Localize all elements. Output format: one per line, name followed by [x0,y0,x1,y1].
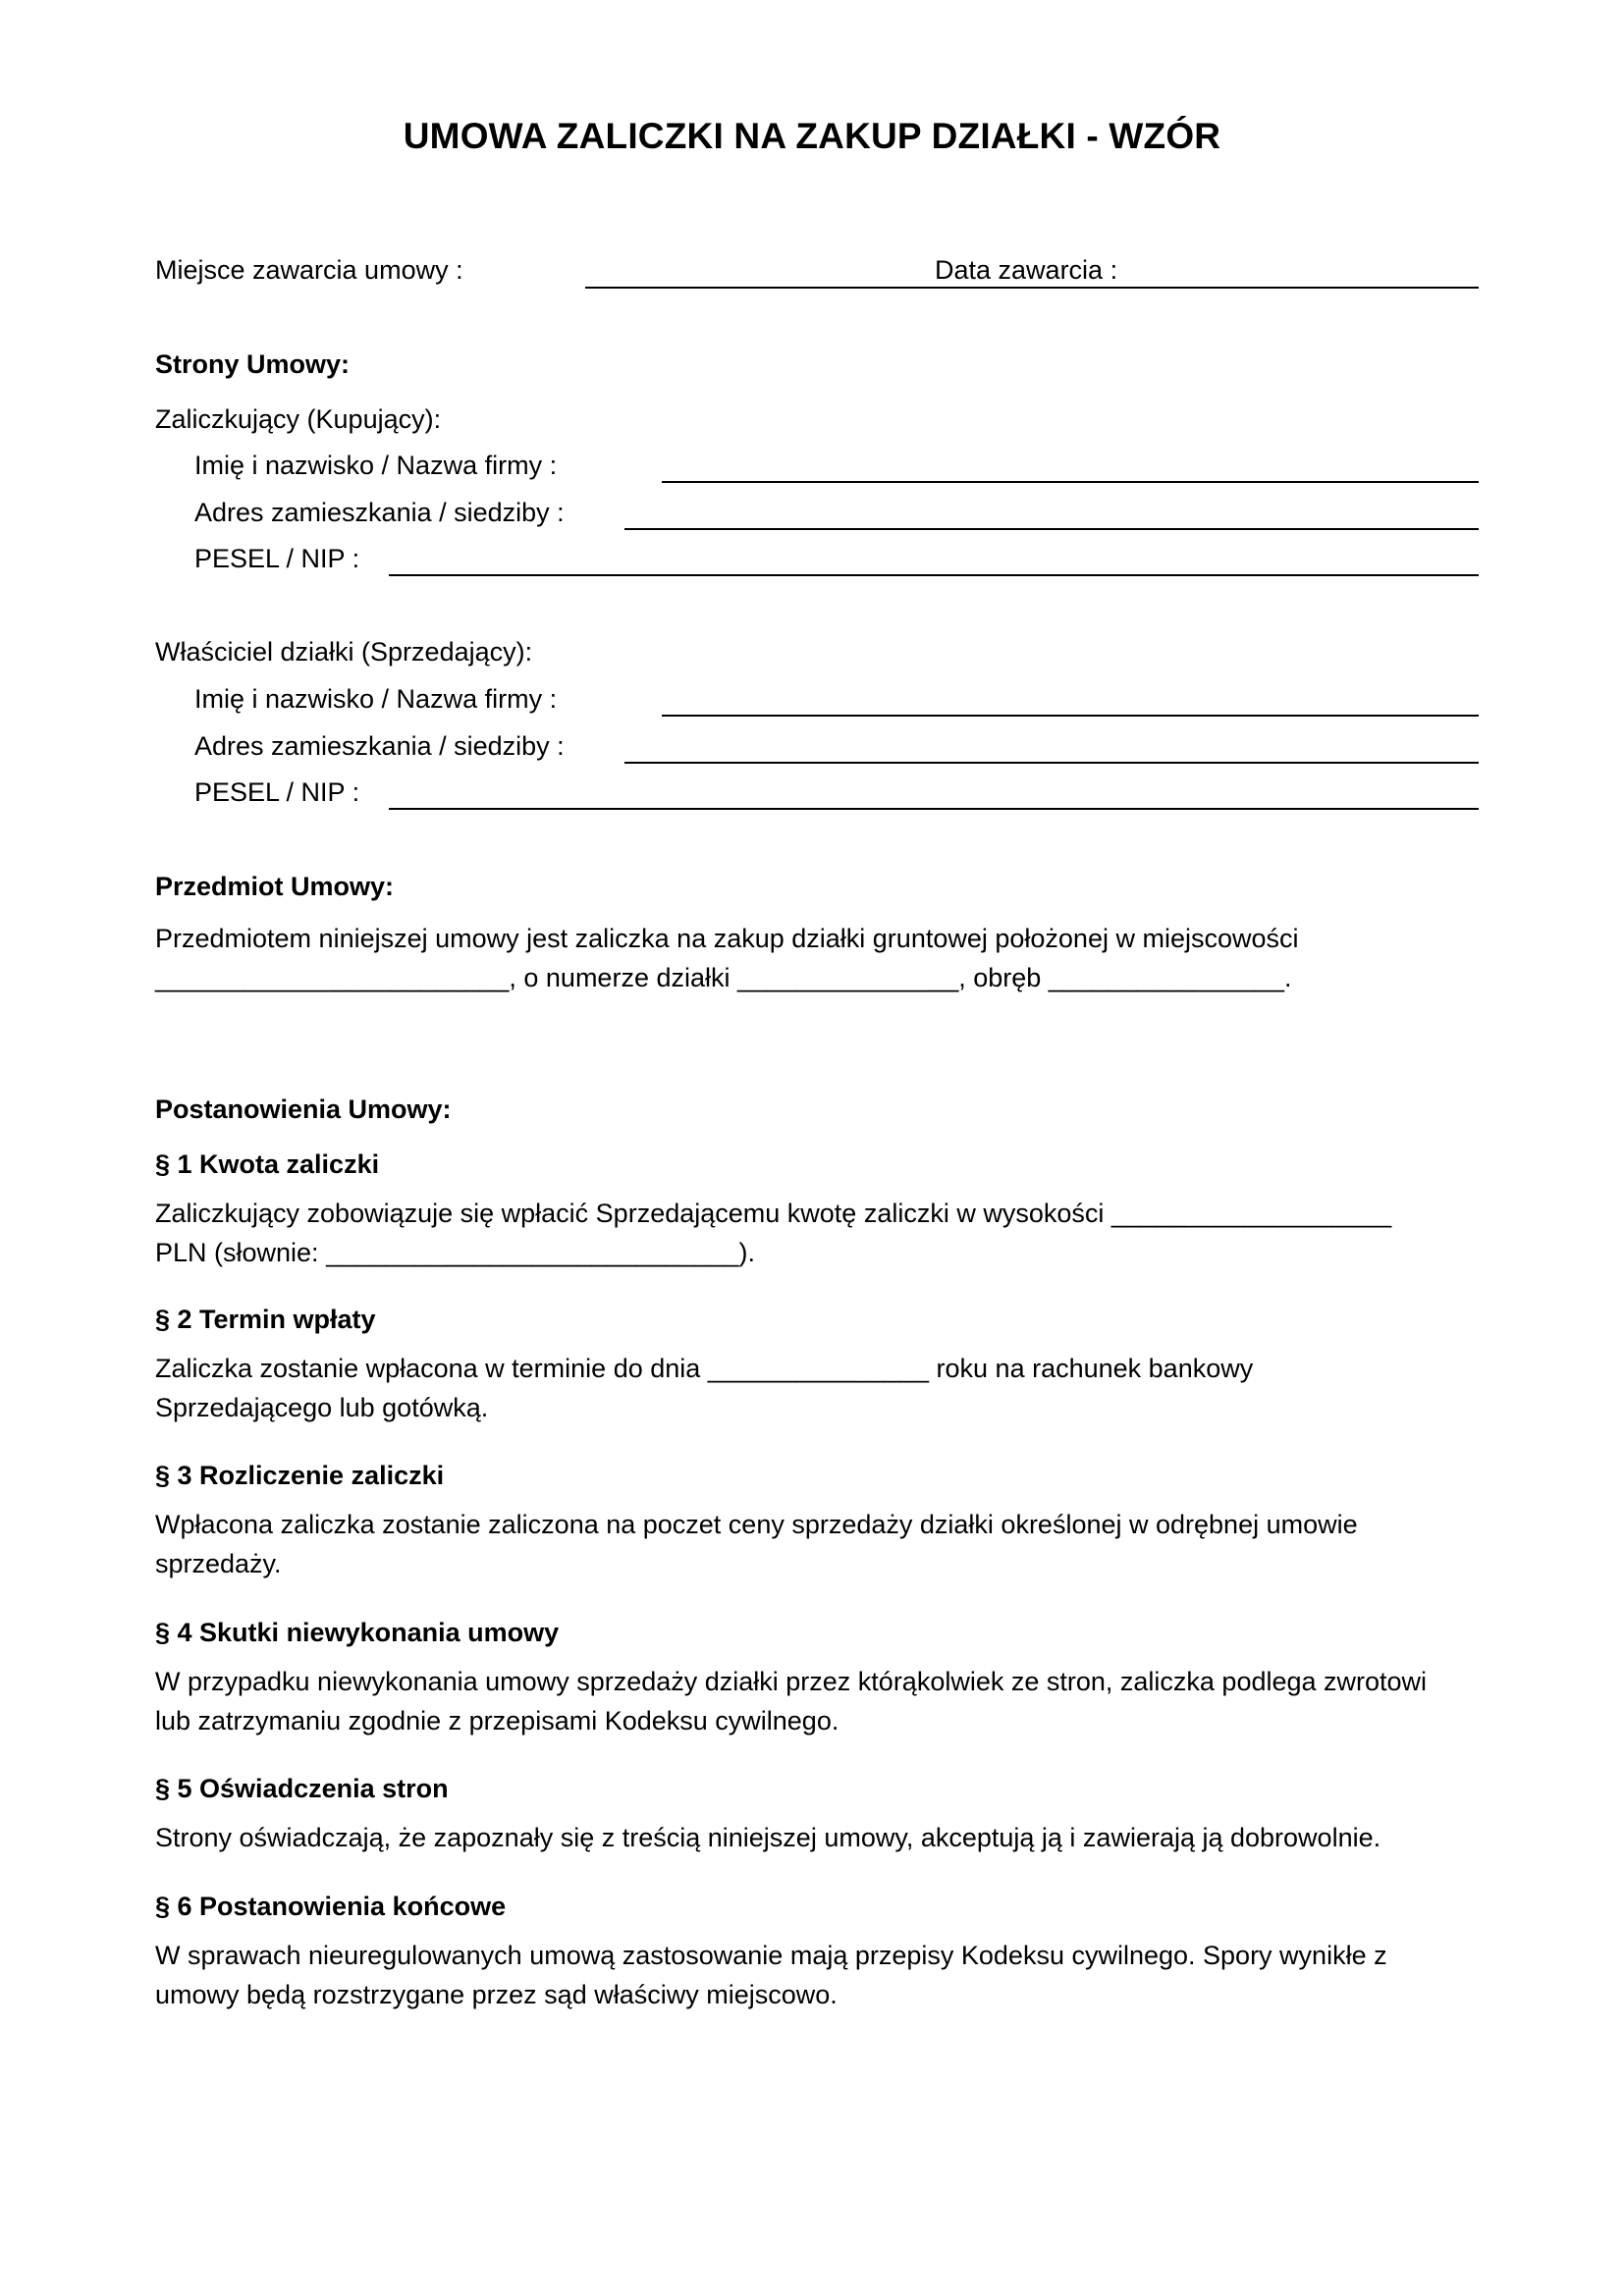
place-label: Miejsce zawarcia umowy : [155,255,463,285]
provisions-heading: Postanowienia Umowy: [155,1095,452,1124]
section-4-text [155,1662,1490,1740]
document-title: UMOWA ZALICZKI NA ZAKUP DZIAŁKI - WZÓR [403,116,1221,156]
buyer-address-label: Adres zamieszkania / siedziby : [194,498,565,527]
section-4-line-2: lub zatrzymaniu zgodnie z przepisami Kodeksu cywilnego. [155,1706,839,1735]
buyer-id-field[interactable] [389,574,1479,576]
section-1-heading: § 1 Kwota zaliczki [155,1149,380,1179]
date-label: Data zawarcia : [935,255,1118,285]
seller-id-field[interactable] [389,808,1479,810]
buyer-id-label: PESEL / NIP : [194,544,360,573]
section-1-text [155,1194,1490,1272]
buyer-label: Zaliczkujący (Kupujący): [155,404,442,434]
subject-line-1: Przedmiotem niniejszej umowy jest zaliczka na zakup działki gruntowej położonej w miejscowości [155,924,1299,953]
section-6-heading: § 6 Postanowienia końcowe [155,1892,507,1921]
section-4-line-1: W przypadku niewykonania umowy sprzedaży działki przez którąkolwiek ze stron, zaliczka podlega zwrotowi [155,1667,1428,1696]
buyer-name-field[interactable] [662,481,1479,483]
section-3-line-1: Wpłacona zaliczka zostanie zaliczona na poczet ceny sprzedaży działki określonej w odrębnej umowie [155,1510,1358,1539]
seller-address-label: Adres zamieszkania / siedziby : [194,731,565,761]
buyer-address-field[interactable] [624,528,1479,530]
seller-label: Właściciel działki (Sprzedający): [155,637,533,667]
section-5-heading: § 5 Oświadczenia stron [155,1774,449,1803]
subject-line-2: ________________________, o numerze działki _______________, obręb ________________. [155,963,1292,992]
seller-address-field[interactable] [624,762,1479,764]
section-3-heading: § 3 Rozliczenie zaliczki [155,1461,445,1490]
section-3-text [155,1505,1490,1583]
subject-heading: Przedmiot Umowy: [155,872,395,901]
subject-paragraph [155,919,1490,997]
seller-id-label: PESEL / NIP : [194,777,360,807]
section-1-line-1: Zaliczkujący zobowiązuje się wpłacić Sprzedającemu kwotę zaliczki w wysokości ___________________ [155,1199,1392,1228]
section-6-line-1: W sprawach nieuregulowanych umową zastosowanie mają przepisy Kodeksu cywilnego. Spory wynikłe z [155,1941,1387,1970]
section-2-text [155,1349,1490,1427]
section-2-line-1: Zaliczka zostanie wpłacona w terminie do dnia _______________ roku na rachunek bankowy [155,1354,1254,1383]
seller-name-label: Imię i nazwisko / Nazwa firmy : [194,684,558,714]
section-2-heading: § 2 Termin wpłaty [155,1305,376,1334]
section-1-line-2: PLN (słownie: ____________________________). [155,1238,756,1267]
section-6-text [155,1936,1490,2014]
section-6-line-2: umowy będą rozstrzygane przez sąd właściwy miejscowo. [155,1980,838,2009]
seller-name-field[interactable] [662,715,1479,717]
parties-heading: Strony Umowy: [155,349,351,379]
buyer-name-label: Imię i nazwisko / Nazwa firmy : [194,451,558,480]
section-5-line-1: Strony oświadczają, że zapoznały się z treścią niniejszej umowy, akceptują ją i zawierają ją dobrowolnie. [155,1823,1381,1852]
section-2-line-2: Sprzedającego lub gotówką. [155,1393,489,1422]
section-4-heading: § 4 Skutki niewykonania umowy [155,1618,560,1647]
section-3-line-2: sprzedaży. [155,1549,282,1578]
section-5-text [155,1818,1490,1857]
